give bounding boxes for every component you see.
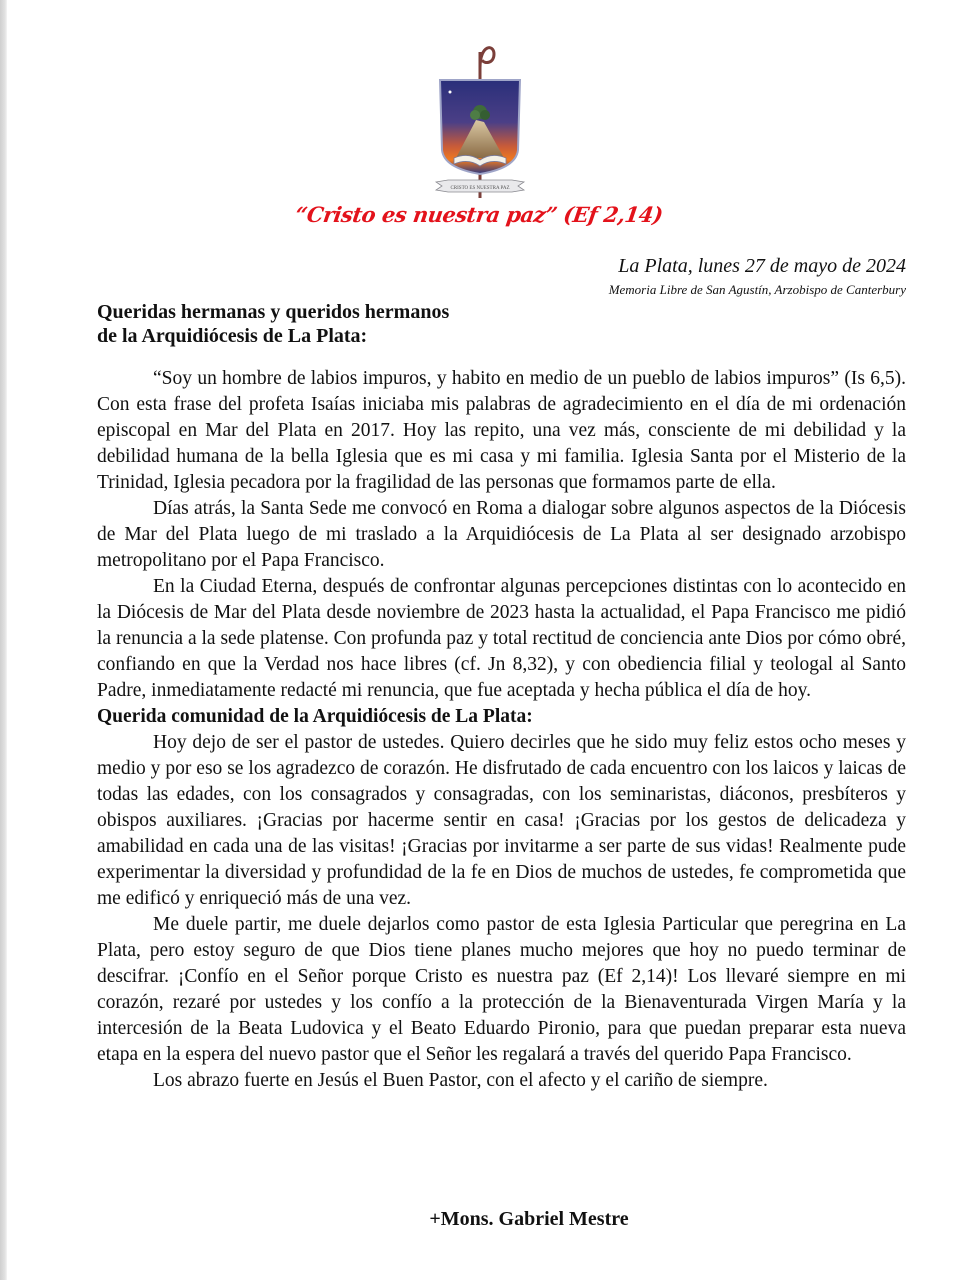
liturgical-memorial: Memoria Libre de San Agustín, Arzobispo de Canterbury (608, 282, 906, 297)
section-subheading: Querida comunidad de la Arquidiócesis de La Plata: (97, 706, 533, 727)
paragraph: Los abrazo fuerte en Jesús el Buen Pastor, con el afecto y el cariño de siempre. (153, 1070, 768, 1091)
greeting (97, 300, 449, 348)
greeting-line-1: Queridas hermanas y queridos hermanos (97, 301, 450, 323)
paragraph: En la Ciudad Eterna, después de confrontar algunas percepciones distintas con lo acontecido en la Diócesis de Mar del Plata desde noviembre de 2023 hasta la actualidad, el Papa Francisco me pidió la renuncia a la sede platense. Con profunda paz y total rectitud de conciencia ante Dios por cómo obré, confiando en que la Verdad nos hace libres (cf. Jn 8,32), y con obediencia filial y teologal al Santo Padre, inmediatamente redacté mi renuncia, que fue aceptada y hecha pública el día de hoy. (97, 576, 906, 701)
paragraph: Hoy dejo de ser el pastor de ustedes. Quiero decirles que he sido muy feliz estos ocho meses y medio y por eso se los agradezco de corazón. He disfrutado de cada encuentro con los laicos y laicas de todas las edades, con los consagrados y consagradas, con los seminaristas, diáconos, presbíteros y obispos auxiliares. ¡Gracias por hacerme sentir en casa! ¡Gracias por los gestos de delicadeza y amabilidad en cada una de las visitas! ¡Gracias por invitarme a ser parte de sus vidas! Realmente pude experimentar la diversidad y profundidad de la fe en Dios de muchos de ustedes, fe comprometida que me edificó y enriqueció más de una vez. (97, 732, 906, 909)
episcopal-coat-of-arms (428, 40, 532, 200)
paragraph: “Soy un hombre de labios impuros, y habito en medio de un pueblo de labios impuros” (Is 6,5). Con esta frase del profeta Isaías iniciaba mis palabras de agradecimiento en el día de mi ordenación episcopal en Mar del Plata en 2017. Hoy las repito, una vez más, consciente de mi debilidad y la debilidad humana de la bella Iglesia que es mi casa y mi familia. Iglesia Santa por el Misterio de la Trinidad, Iglesia pecadora por la fragilidad de las personas que formamos parte de ella. (97, 368, 906, 493)
signature: +Mons. Gabriel Mestre (429, 1208, 629, 1230)
paragraph: Me duele partir, me duele dejarlos como pastor de esta Iglesia Particular que peregrina en La Plata, pero estoy seguro de que Dios tiene planes mucho mejores que hoy no puedo terminar de descifrar. ¡Confío en el Señor porque Cristo es nuestra paz (Ef 2,14)! Los llevaré siempre en mi corazón, rezaré por ustedes y los confío a la protección de la Bienaventurada Virgen María y la intercesión de la Beata Ludovica y el Beato Eduardo Pironio, para que puedan preparar esta nueva etapa en la espera del nuevo pastor que el Señor les regalará a través del querido Papa Francisco. (97, 914, 906, 1065)
episcopal-motto: “Cristo es nuestra paz” (Ef 2,14) (293, 202, 665, 227)
crest-ribbon-text: CRISTO ES NUESTRA PAZ (450, 186, 510, 191)
letter-body (97, 366, 906, 1094)
page-edge-shadow (0, 0, 7, 1280)
paragraph: Días atrás, la Santa Sede me convocó en Roma a dialogar sobre algunos aspectos de la Diócesis de Mar del Plata luego de mi traslado a la Arquidiócesis de La Plata al ser designado arzobispo metropolitano por el Papa Francisco. (97, 498, 906, 571)
letter-date: La Plata, lunes 27 de mayo de 2024 (618, 255, 906, 277)
greeting-line-2: de la Arquidiócesis de La Plata: (97, 325, 368, 347)
crozier-shield-icon (428, 40, 532, 200)
